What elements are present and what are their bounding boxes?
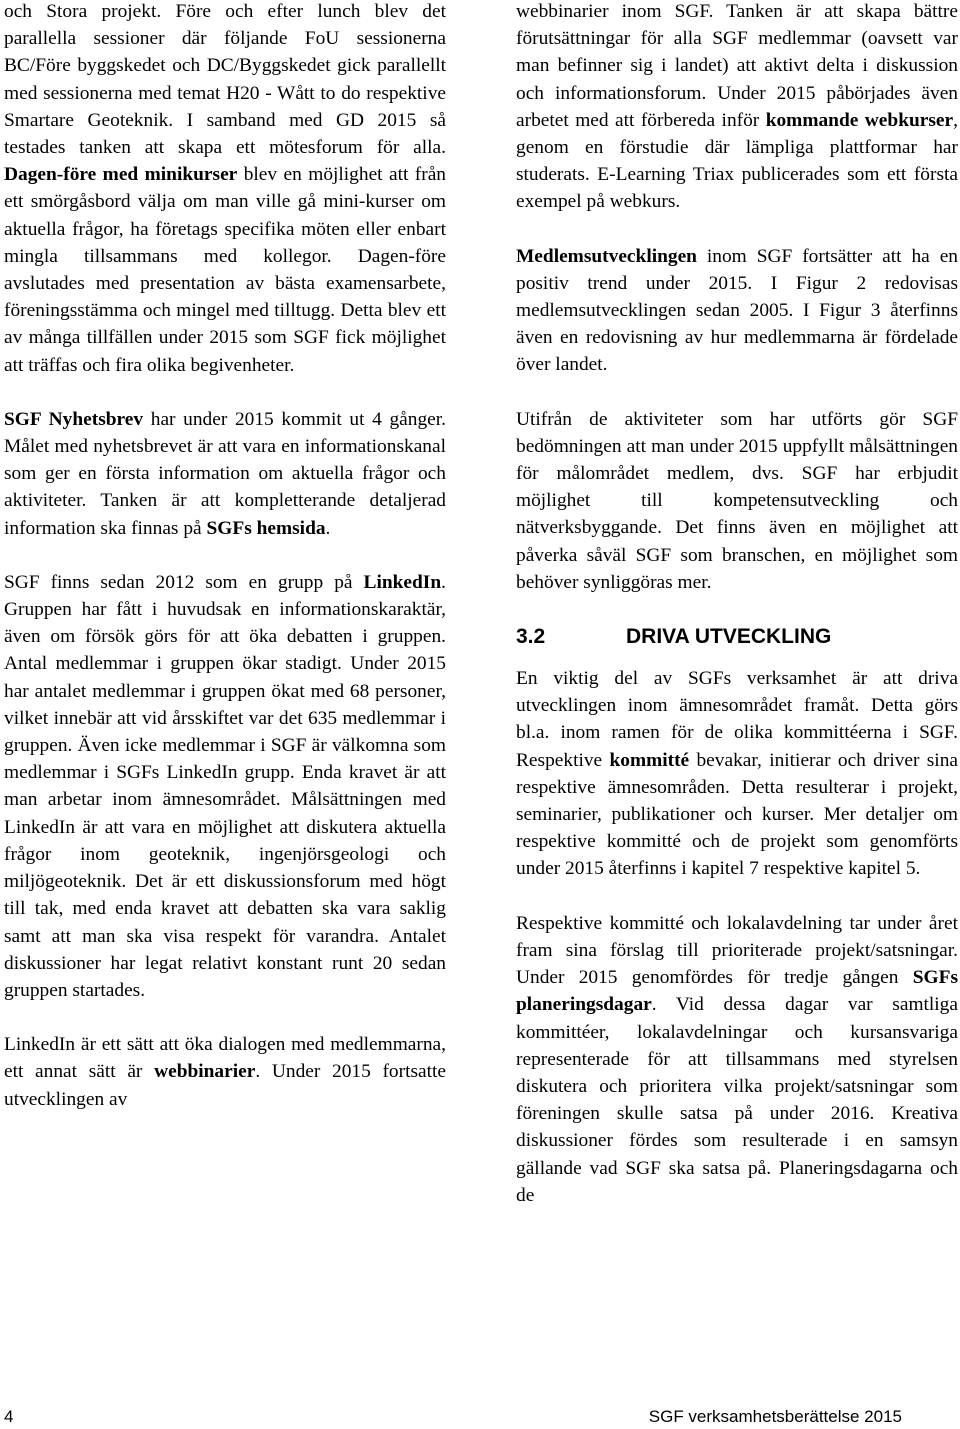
bold-term: webbinarier <box>154 1061 256 1083</box>
text-run: , genom en förstudie där lämpliga plattformar har studerats. E-Learning Triax publicerades som ett första exempel på webkurs. <box>516 109 958 213</box>
section-title: DRIVA UTVECKLING <box>626 625 832 649</box>
bold-term: kommande webkurser <box>765 109 954 131</box>
page-number: 4 <box>4 1407 14 1426</box>
bold-term: Medlemsutvecklingen <box>516 245 697 267</box>
bold-term: LinkedIn <box>363 571 442 593</box>
paragraph-webbinarier <box>4 1031 446 1113</box>
paragraph-linkedin <box>4 569 446 1004</box>
document-title: SGF verksamhetsberättelse 2015 <box>648 1407 902 1426</box>
text-run: och Stora projekt. Före och efter lunch blev det parallella sessioner där följande FoU sessionerna BC/Före byggskedet och DC/Byggskedet gick parallellt med sessionerna med temat H20 - Wått to do respektive Smartare Geoteknik. I samband med GD 2015 så testades tanken att skapa ett mötesforum för alla. <box>4 1 446 159</box>
text-run: Respektive kommitté och lokalavdelning tar under året fram sina förslag till prioriterade projekt/satsningar. Under 2015 genomfördes för tredje gången <box>516 912 958 989</box>
bold-term: kommitté <box>609 749 690 771</box>
paragraph-medlemsutveckling <box>516 243 958 379</box>
text-run: En viktig del av SGFs verksamhet är att driva utvecklingen inom ämnesområdet framåt. Detta görs bl.a. inom ramen för de olika kommittéerna i SGF. Respektive <box>516 668 958 771</box>
text-run: har under 2015 kommit ut 4 gånger. Målet med nyhetsbrevet är att vara en informationskanal som ger en första information om aktuella frågor och aktiviteter. Tanken är att kompletterande detaljerad information ska finnas på <box>4 408 447 539</box>
page-footer <box>4 1407 902 1427</box>
text-run: . Vid dessa dagar var samtliga kommittéer, lokalavdelningar och kursansvariga representerade för att tillsammans med styrelsen diskutera och prioritera vilka projekt/satsningar som föreningen skulle satsa på under 2016. Kreativa diskussioner fördes som resulterade i en samsyn gällande vad SGF ska satsa på. Planeringsdagarna och de <box>516 994 958 1206</box>
paragraph-planeringsdagar <box>516 910 958 1209</box>
paragraph-driva-utveckling <box>516 665 958 883</box>
paragraph-dagen-fore <box>4 0 446 379</box>
section-number: 3.2 <box>516 625 546 649</box>
paragraph-aktiviteter: Utifrån de aktiviteter som har utförts gör SGF bedömningen att man under 2015 uppfyllt målsättningen för målområdet medlem, dvs. SGF har erbjudit möjlighet till kompetensutveckling och nätverksbyggande. Det finns även en möjlighet att påverka såväl SGF som branschen, en möjlighet som behöver synliggöras mer. <box>516 408 958 593</box>
section-heading <box>516 623 958 651</box>
paragraph-webbinarier-cont <box>516 0 958 216</box>
bold-term: Dagen-före med minikurser <box>4 164 238 186</box>
paragraph-nyhetsbrev <box>4 406 446 542</box>
bold-term: SGF Nyhetsbrev <box>4 408 144 430</box>
bold-term: SGFs planeringsdagar <box>516 967 958 1016</box>
left-column <box>4 0 446 1113</box>
right-column <box>516 0 958 1209</box>
text-run: . Under 2015 fortsatte utvecklingen av <box>4 1061 446 1110</box>
text-run: blev en möjlighet att från ett smörgåsbord välja om man ville gå mini-kurser om aktuella frågor, ha företags specifika möten eller enbart mingla tillsammans med kollegor. Dagen-före avslutades med presentation av bästa examensarbete, föreningsstämma och mingel med tilltugg. Detta blev ett av många tillfällen under 2015 som SGF fick möjlighet att träffas och fira olika begivenheter. <box>4 164 447 376</box>
text-run: webbinarier inom SGF. Tanken är att skapa bättre förutsättningar för alla SGF medlemmar (oavsett var man befinner sig i landet) att aktivt delta i diskussion och informationsforum. Under 2015 påbörjades även arbetet med att förbereda inför <box>516 1 958 131</box>
bold-term: SGFs hemsida <box>206 517 326 539</box>
text-run: inom SGF fortsätter att ha en positiv trend under 2015. I Figur 2 redovisas medlemsutvecklingen sedan 2005. I Figur 3 återfinns även en redovisning av hur medlemmarna är fördelade över landet. <box>516 245 958 376</box>
text-run: . <box>325 517 331 539</box>
text-run: SGF finns sedan 2012 som en grupp på <box>4 571 364 593</box>
text-run: LinkedIn är ett sätt att öka dialogen med medlemmarna, ett annat sätt är <box>4 1034 446 1083</box>
text-run: bevakar, initierar och driver sina respektive ämnesområden. Detta resulterar i projekt, seminarier, publikationer och kurser. Mer detaljer om respektive kommitté och de projekt som genomförts under 2015 återfinns i kapitel 7 respektive kapitel 5. <box>516 749 958 880</box>
text-run: . Gruppen har fått i huvudsak en informationskaraktär, även om försök görs för att öka debatten i gruppen. Antal medlemmar i gruppen ökar stadigt. Under 2015 har antalet medlemmar i gruppen ökat med 68 personer, vilket innebär att vid årsskiftet var det 635 medlemmar i gruppen. Även icke medlemmar i SGF är välkomna som medlemmar i SGFs LinkedIn grupp. Enda kravet är att man arbetar inom ämnesområdet. Målsättningen med LinkedIn är att vara en möjlighet att diskutera aktuella frågor inom geoteknik, ingenjörsgeologi och miljögeoteknik. Det är ett diskussionsforum med högt till tak, med enda kravet att debatten ska vara saklig samt att man ska visa respekt för varandra. Antalet diskussioner har legat relativt konstant runt 20 sedan gruppen startades. <box>4 571 446 1001</box>
